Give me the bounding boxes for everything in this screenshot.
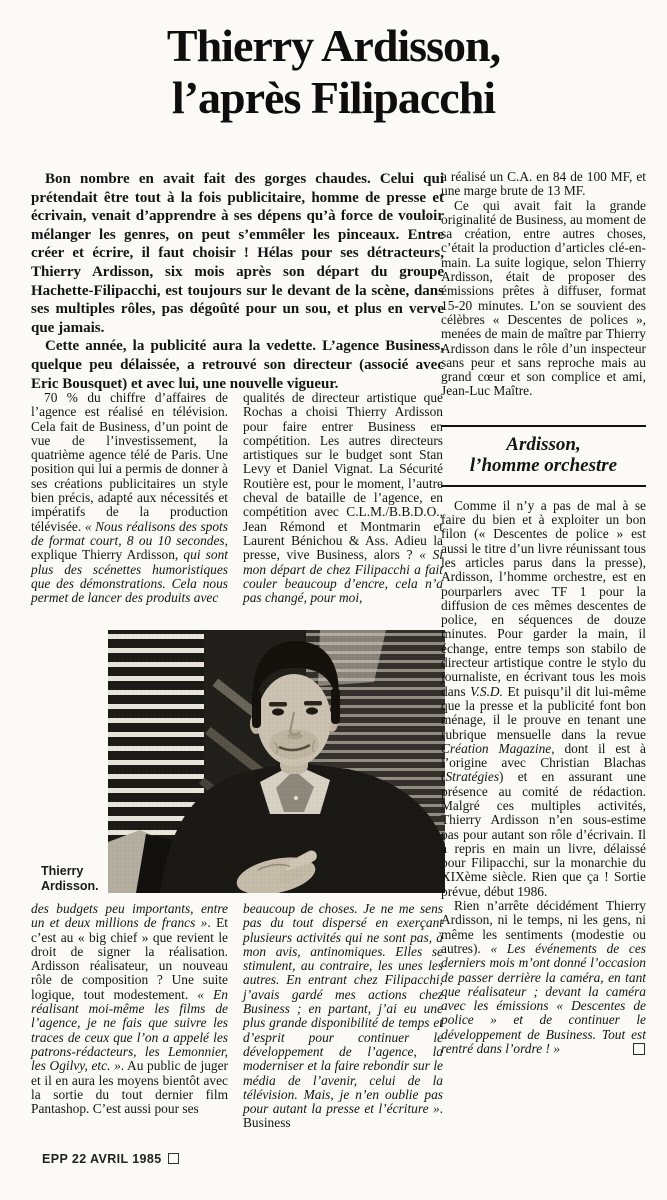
column-middle-top: [243, 391, 443, 605]
portrait-photo-art: [108, 630, 445, 893]
issue-date: EPP 22 AVRIL 1985: [42, 1152, 162, 1166]
intro-paragraph-1: Bon nombre en avait fait des gorges chaudes. Celui qui prétendait être tout à la fois publicitaire, homme de presse et écrivain, venait d’apprendre à ses dépens qu’à force de vouloir mélanger les genres, on peut s’emmêler les pinceaux. Entre créer et écrire, il faut choisir ! Hélas pour ses détracteurs, Thierry Ardisson, six mois après son départ du groupe Hachette-Filipacchi, est toujours sur le devant de la scène, dans ses multiples rôles, pas dégoûté pour un sou, et plus en verve que jamais.: [31, 171, 444, 336]
end-of-article-icon: [633, 1043, 645, 1055]
page-footer: [42, 1152, 179, 1166]
body-paragraph: Ce qui avait fait la grande originalité de Business, au moment de sa création, entre autres choses, c’était la production d’articles clé-en-main. La suite logique, selon Thierry Ardisson, était de proposer des émissions prêtes à diffuser, format 15-20 minutes. L’on se souvient des célèbres « Descentes de polices », menées de main de maître par Thierry Ardisson dans le rôle d’un inspecteur sans peur et sans reproche mais au grand cœur et son complice et ami, Jean-Luc Maître.: [441, 197, 646, 399]
column-left-bottom: [31, 902, 228, 1116]
body-paragraph: beaucoup de choses. Je ne me sens pas du tout dispersé en exerçant plusieurs activités qui ne sont pas, à mon avis, antinomiques. Elles se stimulent, au contraire, les unes les autres. En entrant chez Filipacchi, j’avais gardé mes actions chez Business ; en partant, j’ai eu une plus grande disponibilité de temps et d’esprit pour continuer le développement de l’agence, la moderniser et la faire rebondir sur le média de l’avenir, celui de la télévision. Mais, je n’en oublie pas pour autant la presse et l’écriture ». Business: [243, 901, 443, 1131]
page-title-line1: Thierry Ardisson,: [166, 20, 501, 71]
body-paragraph: Comme il n’y a pas de mal à se faire du bien et à exploiter un bon filon (« Descentes de police » est aussi le titre d’un livre réunissant tous les articles parus dans la presse), Ardisson, l’homme orchestre, est en pourparlers avec TF 1 pour la diffusion de ces mêmes descentes de police, en séquences de douze minutes. Pour garder la main, il échange, entre temps son stabilo de directeur artistique contre le stylo du journaliste, en écrivant tous les mois dans V.S.D. Et puisqu’il dit lui-même que la presse et la publicité font bon ménage, il le prouve en tenant une rubrique mensuelle dans la revue Création Magazine, dont il est à l’origine avec Christian Blachas (Stratégies) et en assurant une présence au comité de rédaction. Malgré ces multiples activités, Thierry Ardisson n’en sous-estime pas pour autant son rôle d’écrivain. Il a repris en main un livre, délaissé pour Filipacchi, sur la monarchie du XIXème siècle. Rien que ça ! Sortie prévue, début 1986.: [441, 497, 646, 899]
body-paragraph: Rien n’arrête décidément Thierry Ardisson, ni le temps, ni les gens, ni même les sentiments (modestie ou autres). « Les événements de ces derniers mois m’ont donné l’occasion de passer derrière la caméra, en tant que réalisateur ; devant la caméra avec les émissions « Descentes de police » et de continuer le développement de Business. Tout est rentré dans l’ordre ! »: [441, 898, 646, 1057]
portrait-photo: [108, 630, 445, 893]
body-paragraph: 70 % du chiffre d’affaires de l’agence est réalisé en télévision. Cela fait de Business, d’un point de vue de l’investissement, la quatrième agence télé de Paris. Une position qui lui a permis de donner à ses créations publicitaires un style bien précis, adapté aux nécessités et impératifs de la production télévisée. « Nous réalisons des spots de format court, 8 ou 10 secondes, explique Thierry Ardisson, qui sont plus des scénettes humoristiques que des démonstrations. Cela nous permet de lancer des produits avec: [31, 390, 228, 606]
page-title: [0, 20, 667, 124]
body-paragraph: qualités de directeur artistique que Rochas a choisi Thierry Ardisson pour faire entrer Business en compétition. Les autres directeurs artistiques sur le budget sont Stan Levy et Daniel Vignat. La Sécurité Routière est, pour le moment, l’autre cheval de bataille de l’agence, en compétition avec C.L.M./B.B.D.O., Jean Rémond et Montmarin et Laurent Bénichou & Ass. Adieu la presse, vive Business, alors ? « Si mon départ de chez Filipacchi a fait couler beaucoup d’encre, cela n’a pas changé, pour moi,: [243, 390, 443, 606]
section-subheading-line2: l’homme orchestre: [469, 455, 618, 477]
section-subheading: [441, 425, 646, 487]
body-paragraph: a réalisé un C.A. en 84 de 100 MF, et une marge brute de 13 MF.: [441, 169, 646, 199]
page-title-line2: l’après Filipacchi: [171, 72, 496, 123]
column-middle-bottom: [243, 902, 443, 1131]
intro-paragraph-2: Cette année, la publicité aura la vedette. L’agence Business, quelque peu délaissée, a retrouvé son directeur (associé avec Eric Bousquet) et avec lui, une nouvelle vigueur.: [31, 338, 444, 392]
intro-chapeau: [31, 170, 444, 393]
column-right: [441, 170, 646, 1056]
photo-caption-line1: Thierry: [41, 864, 84, 878]
photo-caption-line2: Ardisson.: [41, 879, 99, 893]
body-paragraph: des budgets peu importants, entre un et deux millions de francs ». Et c’est au « big chief » que revient le droit de signer la réalisation. Ardisson réalisateur, un nouveau rôle de composition ? Une suite logique, tout modestement. « En réalisant moi-même les films de l’agence, je ne fais que suivre les traces de ceux que l’on a appelé les patrons-rédacteurs, les Lemonnier, les Ogilvy, etc. ». Au public de juger et il en aura les moyens bientôt avec la sortie du tout dernier film Pantashop. C’est aussi pour ses: [31, 901, 228, 1117]
column-left-top: [31, 391, 228, 605]
photo-caption: [41, 864, 111, 894]
section-subheading-line1: Ardisson,: [506, 433, 581, 455]
footer-square-icon: [168, 1153, 179, 1164]
